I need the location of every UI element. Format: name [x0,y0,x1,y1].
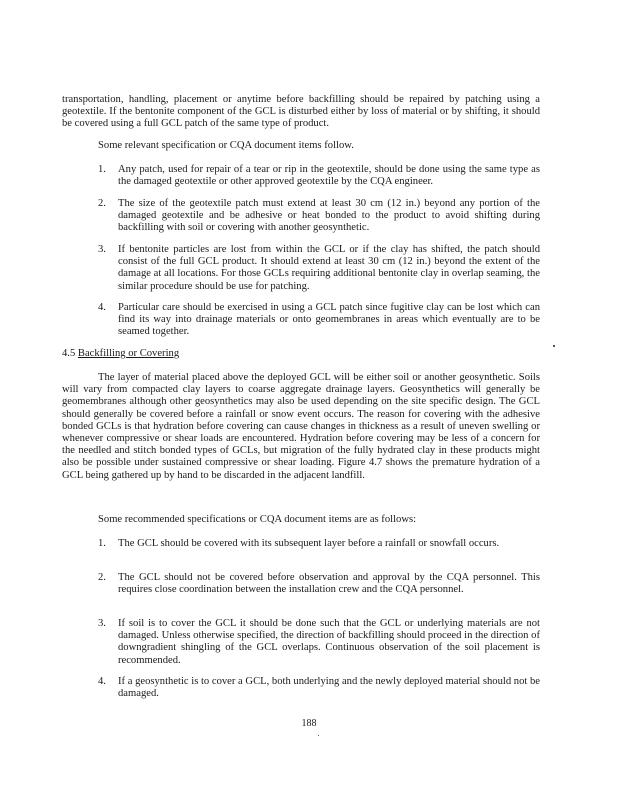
list-number: 2. [98,572,106,583]
repair-item-3 [98,244,540,293]
section-title: Backfilling or Covering [77,348,180,359]
scan-speck [553,345,555,347]
list-number: 4. [98,676,106,687]
list-text: The GCL should not be covered before observation and approval by the CQA personnel. This requires close coordination between the installation crew and the CQA personnel. [118,572,540,596]
list-number: 4. [98,302,106,313]
cover-item-4 [98,676,540,700]
cover-item-2 [98,572,540,596]
list-number: 1. [98,164,106,175]
repair-item-2 [98,198,540,235]
scan-speck [318,735,319,736]
list-text: The size of the geotextile patch must extend at least 30 cm (12 in.) beyond any portion of the damaged geotextile and be adhesive or heat bonded to the product to avoid shifting during backfilling with soil or covering with another geosynthetic. [118,198,540,234]
opening-paragraph: transportation, handling, placement or anytime before backfilling should be repaired by patching using a geotextile. If the bentonite component of the GCL is disturbed either by loss of material or by shifting, it should be covered using a full GCL patch of the same type of product. [62,94,540,130]
list-number: 2. [98,198,106,209]
section-number: 4.5 [62,348,76,359]
repair-item-4 [98,302,540,339]
list-text: The GCL should be covered with its subsequent layer before a rainfall or snowfall occurs. [118,538,500,549]
section-heading [62,348,179,360]
cover-item-3 [98,618,540,667]
list-number: 1. [98,538,106,549]
list-text: Any patch, used for repair of a tear or rip in the geotextile, should be done using the same type as the damaged geotextile or other approved geotextile by the CQA engineer. [118,164,540,188]
list-number: 3. [98,618,106,629]
page-number: 188 [301,718,317,729]
list-number: 3. [98,244,106,255]
list-text: If a geosynthetic is to cover a GCL, both underlying and the newly deployed material should not be damaged. [118,676,540,700]
cover-intro: Some recommended specifications or CQA document items are as follows: [98,514,417,525]
repair-intro: Some relevant specification or CQA document items follow. [98,140,354,151]
repair-item-1 [98,164,540,188]
list-text: Particular care should be exercised in using a GCL patch since fugitive clay can be lost which can find its way into drainage materials or onto geomembranes in areas which eventually are to be seamed together. [118,302,540,338]
list-text: If bentonite particles are lost from within the GCL or if the clay has shifted, the patch should consist of the full GCL product. It should extend at least 30 cm (12 in.) beyond the extent of the damage at all locations. For those GCLs requiring additional bentonite clay in overlap seaming, the similar procedure should be use for patching. [118,244,540,292]
list-text: If soil is to cover the GCL it should be done such that the GCL or underlying materials are not damaged. Unless otherwise specified, the direction of backfilling should proceed in the direction of downgradient shingling of the GCL overlaps. Continuous observation of the soil placement is recommended. [118,618,540,666]
section-paragraph: The layer of material placed above the deployed GCL will be either soil or another geosynthetic. Soils will vary from compacted clay layers to coarse aggregate drainage layers. Geosynthetics will generally be geomembranes although other geosynthetics may also be used depending on the site specific design. The GCL should generally be covered before a rainfall or snow event occurs. The reason for covering with the adhesive bonded GCLs is that hydration before covering can cause changes in thickness as a result of uneven swelling or whenever compressive or shear loads are encountered. Hydration before covering may be less of a concern for the needled and stitch bonded types of GCLs, but migration of the fully hydrated clay in these products might also be possible under sustained compressive or shear loading. Figure 4.7 shows the premature hydration of a GCL being gathered up by hand to be discarded in the adjacent landfill. [62,372,540,481]
cover-item-1 [98,538,540,550]
